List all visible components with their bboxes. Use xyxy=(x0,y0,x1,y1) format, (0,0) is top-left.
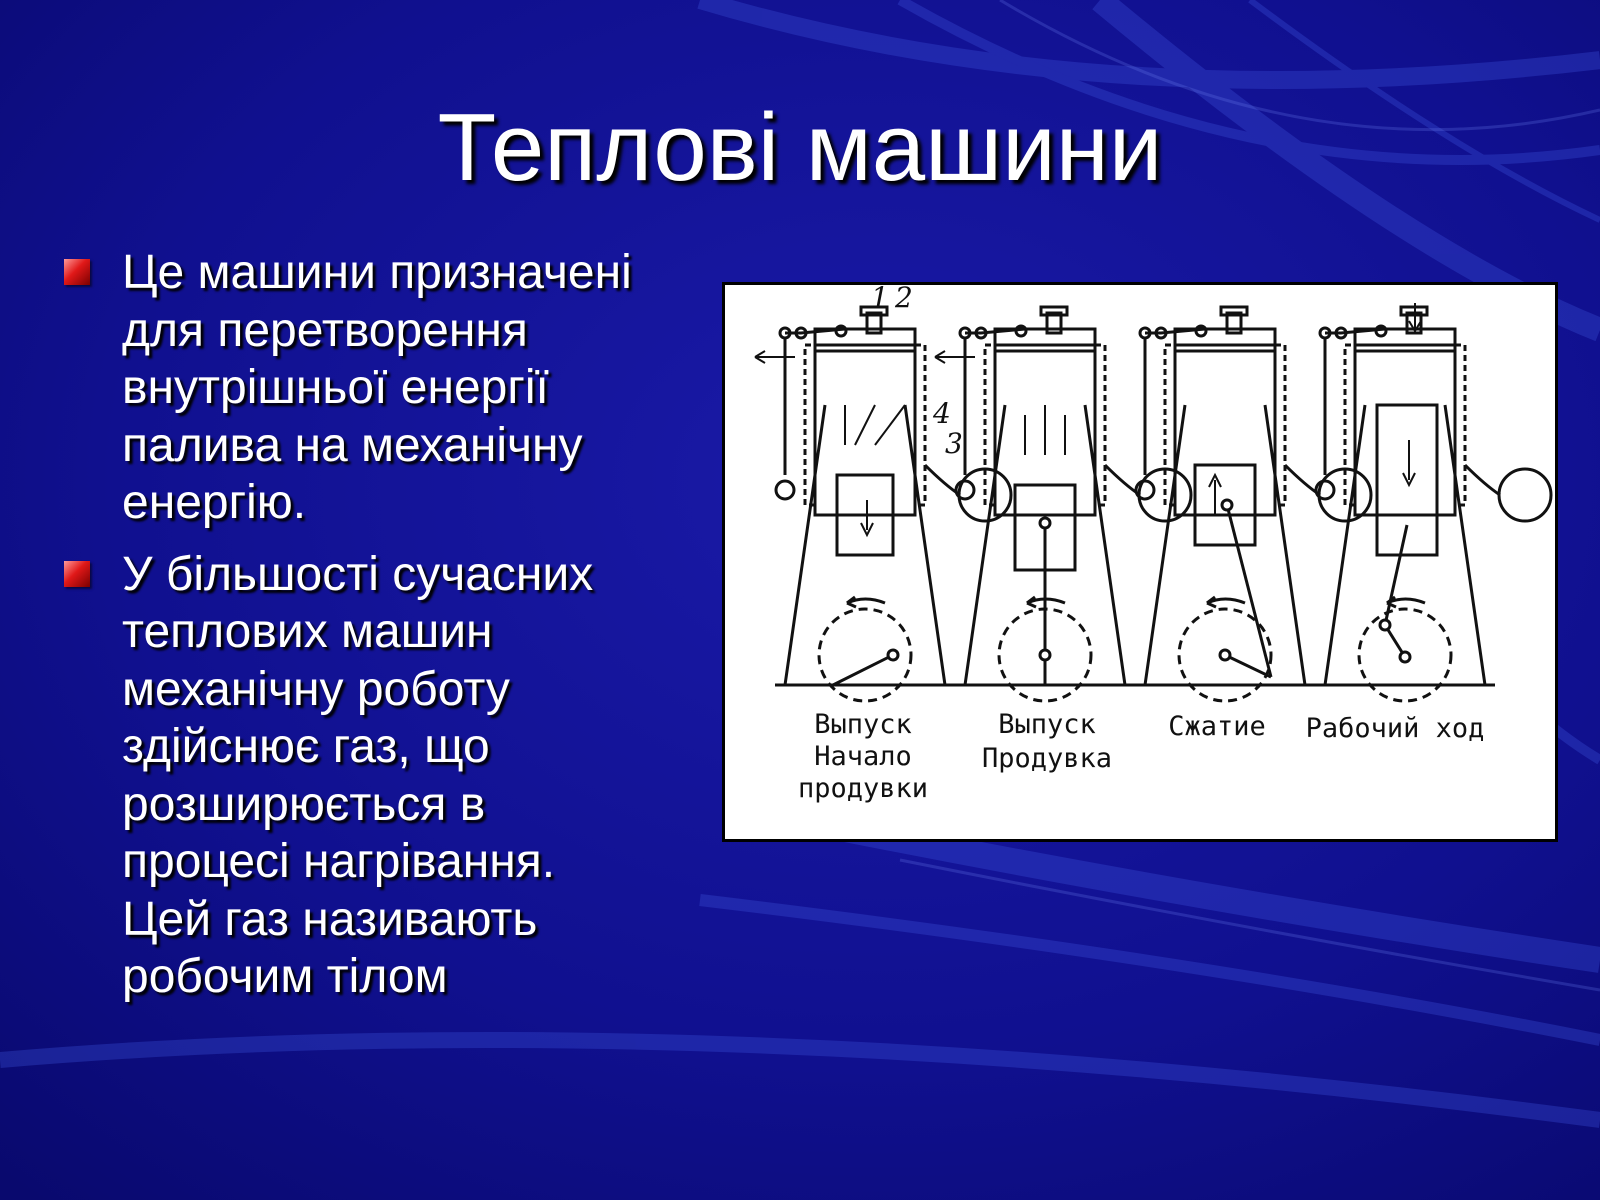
bullet-item xyxy=(60,546,700,1006)
part-number-label: 1 xyxy=(871,285,889,314)
stage-caption-line: Начало xyxy=(814,741,912,772)
stage-caption-line: Сжатие xyxy=(1168,711,1266,742)
stage-caption-line: продувки xyxy=(797,773,929,804)
engine-stage-3 xyxy=(1135,307,1371,701)
slide-title: Теплові машини xyxy=(437,94,1163,201)
part-number-label: 2 xyxy=(895,285,913,314)
bullet-item xyxy=(60,244,700,532)
bullet-list xyxy=(60,244,700,1020)
stage-caption-line: Продувка xyxy=(981,743,1113,774)
bullet-square-icon xyxy=(64,259,90,285)
engine-cycle-figure xyxy=(722,282,1558,842)
part-number-label: 3 xyxy=(945,427,963,460)
part-number-label: 4 xyxy=(933,397,951,430)
engine-stage-4 xyxy=(1315,303,1551,701)
bullet-text: Це машини призначені для перетворення внутрішньої енергії палива на механічну енергію. xyxy=(122,246,632,529)
stage-caption-line: Выпуск xyxy=(998,709,1096,740)
stage-caption-line: Рабочий ход xyxy=(1305,713,1485,744)
bullet-text: У більшості сучасних теплових машин механічну роботу здійснює газ, що розширюється в процесі нагрівання. Цей газ називають робочим тілом xyxy=(122,547,594,1003)
bullet-square-icon xyxy=(64,561,90,587)
stage-caption-line: Выпуск xyxy=(814,709,912,740)
engine-cycle-diagram xyxy=(725,285,1555,839)
